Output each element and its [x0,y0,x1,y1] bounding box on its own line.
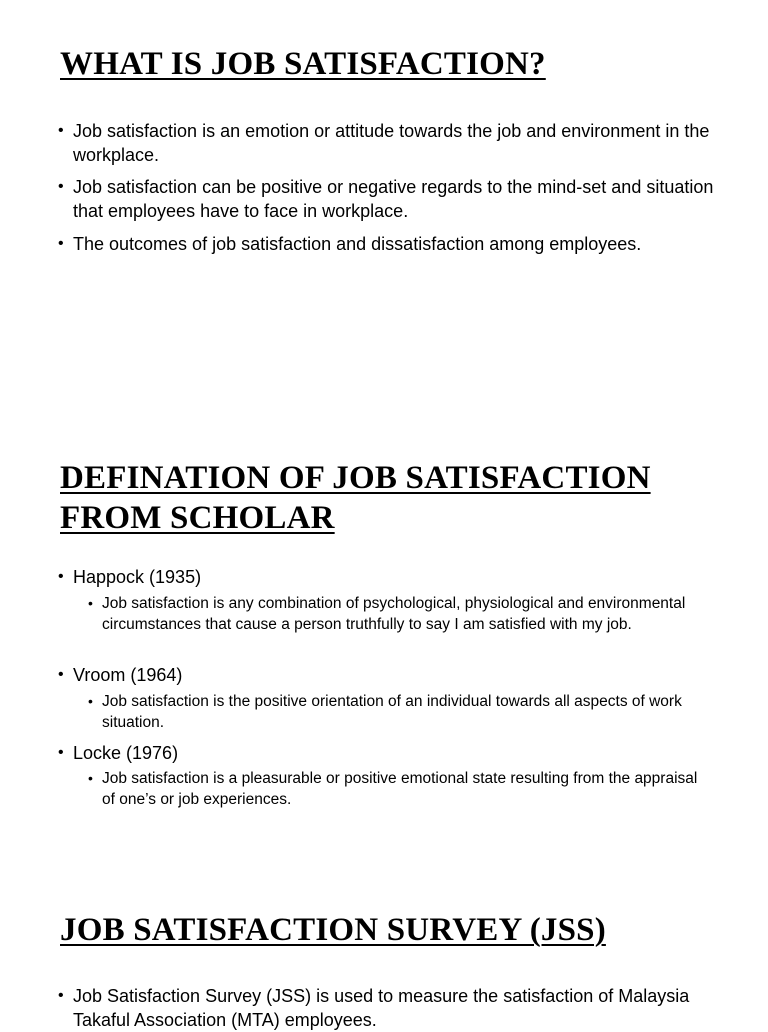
slide1-bullet-3: • The outcomes of job satisfaction and dissatisfaction among employees. [58,232,718,256]
slide1-bullet-1: • Job satisfaction is an emotion or attitude towards the job and environment in the workplace. [58,119,718,167]
scholar-definition-locke: • Job satisfaction is a pleasurable or positive emotional state resulting from the appraisal of one’s or job experiences. [88,768,713,810]
scholar-name-happock: • Happock (1935) [58,565,718,589]
scholar-definition-happock: • Job satisfaction is any combination of psychological, physiological and environmental circumstances that cause a person truthfully to say I am satisfied with my job. [88,593,713,635]
scholar-name-vroom: • Vroom (1964) [58,663,718,687]
slide1-title: WHAT IS JOB SATISFACTION? [60,46,546,82]
slide1-bullet-2: • Job satisfaction can be positive or negative regards to the mind-set and situation that employees have to face in workplace. [58,175,718,223]
scholar-name-locke: • Locke (1976) [58,741,718,765]
slide2-title-line1: DEFINATION OF JOB SATISFACTION [60,460,651,496]
scholar-definition-vroom: • Job satisfaction is the positive orientation of an individual towards all aspects of work situation. [88,691,713,733]
slide3-bullet-1: • Job Satisfaction Survey (JSS) is used to measure the satisfaction of Malaysia Takaful Association (MTA) employees. [58,984,718,1032]
slide2-title [60,458,651,538]
slide2-title-line2: FROM SCHOLAR [60,500,335,536]
slide3-title: JOB SATISFACTION SURVEY (JSS) [60,912,606,948]
